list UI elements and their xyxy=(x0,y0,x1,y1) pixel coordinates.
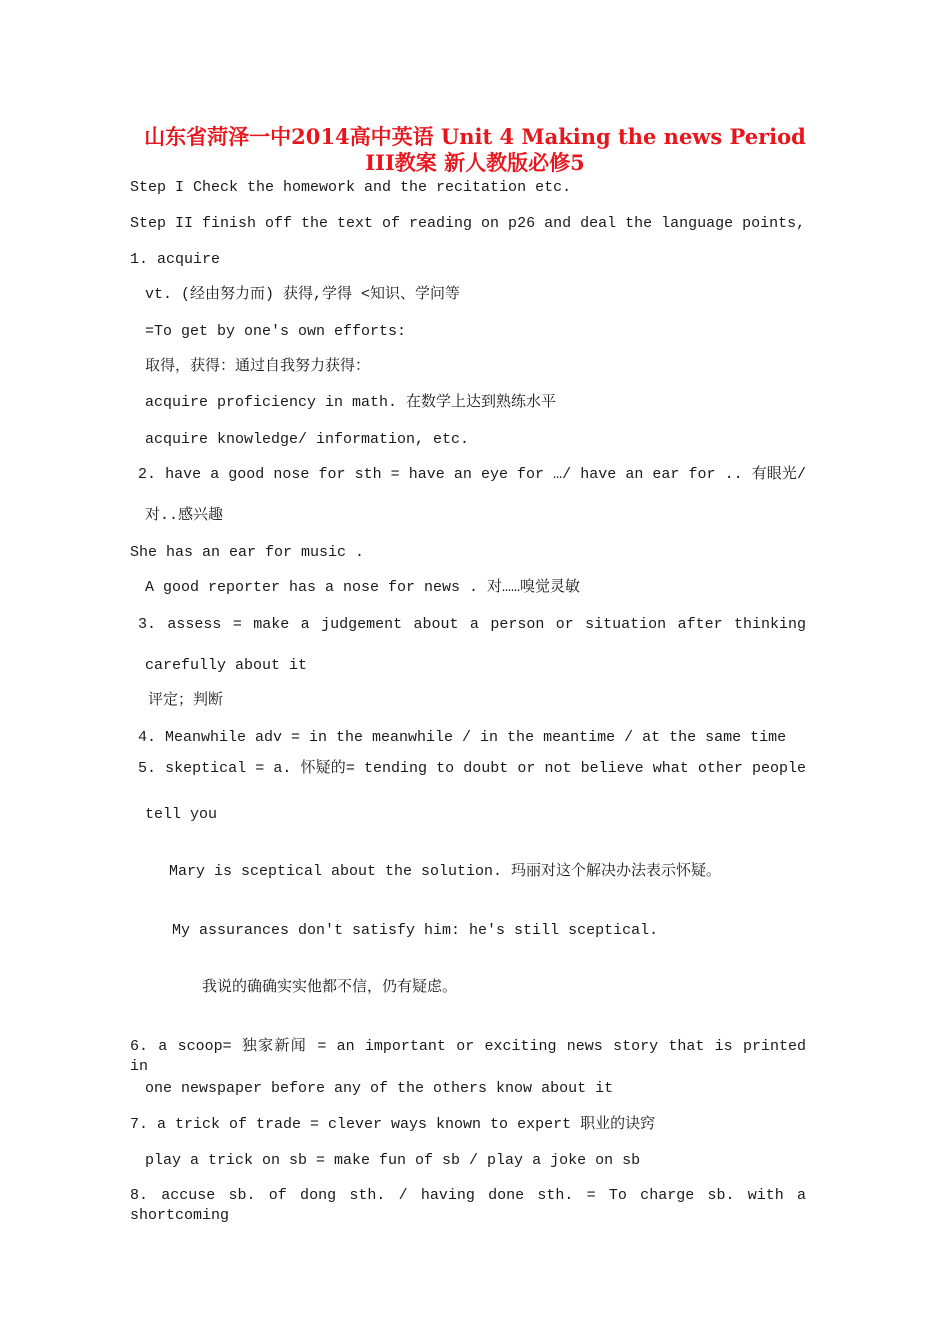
text-line: Step II finish off the text of reading on p26 and deal the language points, xyxy=(130,215,806,232)
text-line: tell you xyxy=(145,806,218,823)
text-line: A good reporter has a nose for news . 对……嗅觉灵敏 xyxy=(145,579,581,596)
text-line: acquire knowledge/ information, etc. xyxy=(145,431,470,448)
text-line: 取得，获得：通过自我努力获得： xyxy=(145,358,371,375)
text-line: 5. skeptical = a. 怀疑的= tending to doubt or not believe what other people xyxy=(138,760,806,777)
text-line: 7. a trick of trade = clever ways known to expert 职业的诀窍 xyxy=(130,1116,656,1133)
text-line: She has an ear for music . xyxy=(130,544,365,561)
text-line: play a trick on sb = make fun of sb / play a joke on sb xyxy=(145,1152,641,1169)
text-line: 2. have a good nose for sth = have an eye for …/ have an ear for .. 有眼光/ xyxy=(138,466,806,483)
text-line: one newspaper before any of the others know about it xyxy=(145,1080,614,1097)
text-line: 对..感兴趣 xyxy=(145,507,224,524)
text-line: =To get by one's own efforts: xyxy=(145,323,407,340)
text-line: 4. Meanwhile adv = in the meanwhile / in the meantime / at the same time xyxy=(138,729,787,746)
text-line: My assurances don't satisfy him: he's still sceptical. xyxy=(172,922,659,939)
text-line: acquire proficiency in math. 在数学上达到熟练水平 xyxy=(145,394,557,411)
text-line: 3. assess = make a judgement about a person or situation after thinking xyxy=(138,616,806,633)
text-line: carefully about it xyxy=(145,657,308,674)
text-line: Mary is sceptical about the solution. 玛丽对这个解决办法表示怀疑。 xyxy=(169,863,722,880)
text-line: 评定；判断 xyxy=(148,692,224,709)
document-title-line-1: 山东省菏泽一中2014高中英语 Unit 4 Making the news Period xyxy=(144,124,806,149)
text-line: vt. (经由努力而) 获得,学得 <知识、学问等 xyxy=(145,286,461,303)
document-title-line-2: III教案 新人教版必修5 xyxy=(365,150,585,175)
text-line: 我说的确确实实他都不信，仍有疑虑。 xyxy=(202,979,458,996)
text-line: 8. accuse sb. of dong sth. / having done sth. = To charge sb. with a shortcoming xyxy=(130,1187,806,1224)
text-line: 1. acquire xyxy=(130,251,221,268)
text-line: 6. a scoop= 独家新闻 = an important or exciting news story that is printed in xyxy=(130,1038,806,1075)
text-line: Step I Check the homework and the recitation etc. xyxy=(130,179,572,196)
